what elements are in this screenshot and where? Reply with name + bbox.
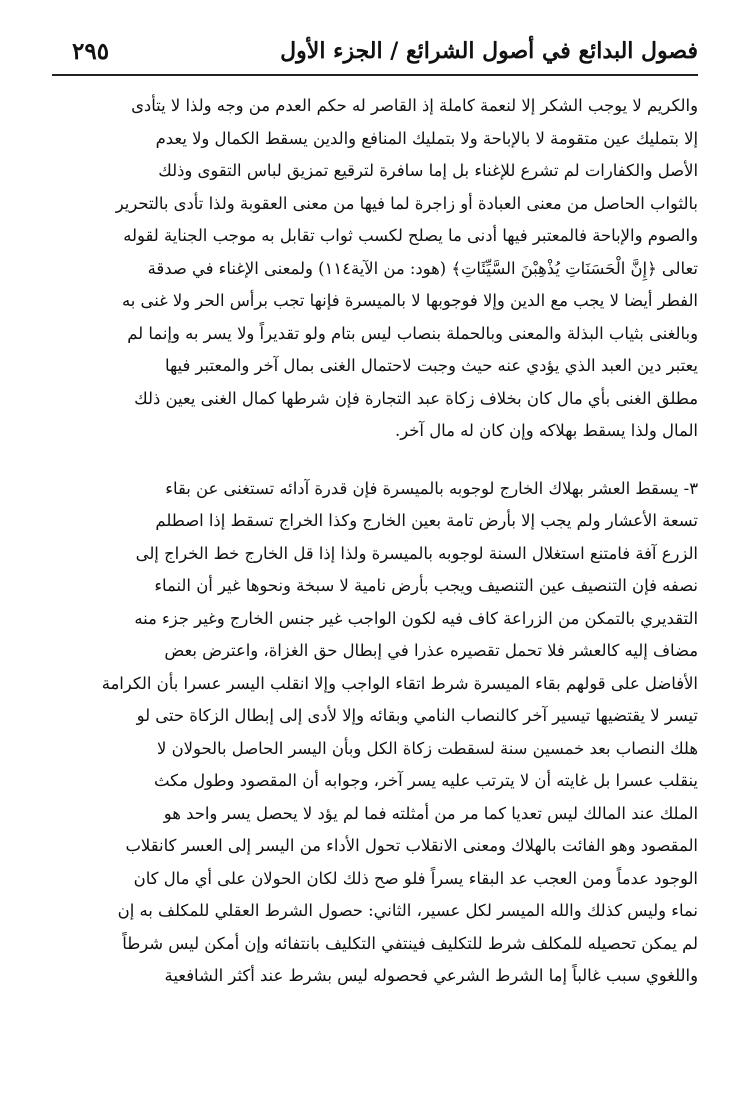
text-line: المقصود وهو الفائت بالهلاك ومعنى الانقلاب تحول الأداء من اليسر إلى العسر كانقلاب bbox=[125, 836, 698, 855]
text-line: والكريم لا يوجب الشكر إلا لنعمة كاملة إذ القاصر له حكم العدم من وجه ولذا لا يتأدى bbox=[131, 96, 698, 115]
text-line: الملك عند المالك ليس تعديا كما مر من أمثلته فما لم يؤد لا يحصل يسر واحد هو bbox=[163, 803, 698, 823]
text-line: تسعة الأعشار ولم يجب إلا بأرض تامة بعين الخارج وكذا الخراج تسقط إذا اصطلم bbox=[155, 511, 698, 530]
page-number: ٢٩٥ bbox=[72, 38, 110, 65]
text-line: يعتبر دين العبد الذي يؤدي عنه حيث وجبت لاحتمال الغنى بمال آخر والمعتبر فيها bbox=[164, 356, 698, 375]
text-line: نصفه فإن التنصيف عين التنصيف ويجب بأرض نامية لا سبخة ونحوها غير أن النماء bbox=[154, 576, 698, 595]
body-text bbox=[52, 90, 698, 993]
text-line: الأصل والكفارات لم تشرع للإغناء بل إما سافرة لترقيع تمزيق لباس التقوى وذلك bbox=[158, 161, 698, 180]
text-line: مضاف إليه كالعشر فلا تحمل تقصيره عذرا في إبطال حق الغزاة، واعترض بعض bbox=[164, 641, 698, 660]
text-line: تعالى ﴿إِنَّ الْحَسَنَاتِ يُذْهِبْنَ السَّيِّئَاتِ﴾ (هود: من الآية١١٤) ولمعنى الإغناء في صدقة bbox=[147, 258, 698, 278]
header-rule bbox=[52, 74, 698, 76]
running-title: فصول البدائع في أصول الشرائع / الجزء الأول bbox=[280, 38, 698, 64]
text-line: لم يمكن تحصيله للمكلف شرط للتكليف فينتفي التكليف بانتفائه وإن أمكن ليس شرطاً bbox=[122, 933, 698, 953]
text-line: بالثواب الحاصل من معنى العبادة أو زاجرة لما فيها من معنى العقوبة ولذا تأدى بالتحرير bbox=[115, 193, 698, 213]
paragraph-1 bbox=[52, 90, 698, 448]
text-line: نماء وليس كذلك والله الميسر لكل عسير، الثاني: حصول الشرط العقلي للمكلف به إن bbox=[117, 901, 698, 920]
text-line: وبالغنى بثياب البذلة والمعنى وبالحملة بنصاب ليس بتام ولو تقديراً ولا يسر به وإنما لم bbox=[127, 323, 698, 343]
text-line: الفطر أيضا لا يجب مع الدين وإلا فوجوبها لا بالميسرة فإنها تجب برأس الحر ولا غنى به bbox=[121, 291, 698, 310]
text-line: التقديري بالتمكن من الزراعة كاف فيه لكون الواجب غير جنس الخارج وغير جزء منه bbox=[134, 608, 698, 628]
text-line: والصوم والإباحة فالمعتبر فيها أدنى ما يصلح لكسب ثواب تقابل به موجب الجناية لقوله bbox=[123, 226, 698, 245]
text-line: ٣- يسقط العشر بهلاك الخارج لوجوبه بالميسرة فإن قدرة آدائه تستغنى عن بقاء bbox=[165, 478, 698, 498]
text-line: هلك النصاب بعد خمسين سنة لسقطت زكاة الكل وبأن اليسر الحاصل بالحولان لا bbox=[157, 738, 698, 758]
text-line: ينقلب عسرا بل غايته أن لا يترتب عليه يسر آخر، وجوابه أن المقصود وطول مكث bbox=[154, 771, 698, 790]
text-line: الوجود عدماً ومن العجب عد البقاء يسراً فلو صح ذلك لكان الحولان على أي مال كان bbox=[133, 868, 698, 888]
text-line: الزرع آفة فامتنع استغلال السنة لوجوبه بالميسرة ولذا إذا قل الخارج خط الخراج إلى bbox=[135, 543, 698, 563]
text-line: إلا بتمليك عين متقومة لا بالإباحة ولا بتمليك المنافع والدين يسقط الكمال ولا يعدم bbox=[155, 128, 698, 148]
text-line: المال ولذا يسقط بهلاكه وإن كان له مال آخر. bbox=[395, 421, 698, 440]
paragraph-2 bbox=[52, 473, 698, 993]
text-line: مطلق الغنى بأي مال كان بخلاف زكاة عبد التجارة فإن شرطها كمال الغنى يعين ذلك bbox=[134, 388, 698, 408]
page-header bbox=[52, 32, 698, 72]
text-line: الأفاضل على قولهم بقاء الميسرة شرط اتقاء الواجب وإلا انقلب اليسر عسرا بأن الكرامة bbox=[101, 673, 698, 693]
text-line: تيسر لا يقتضيها تيسير آخر كالنصاب النامي وبقائه وإلا لأدى إلى إبطال الزكاة حتى لو bbox=[136, 706, 698, 725]
text-line: واللغوي سبب غالباً إما الشرط الشرعي فحصوله ليس بشرط عند أكثر الشافعية bbox=[164, 966, 698, 985]
